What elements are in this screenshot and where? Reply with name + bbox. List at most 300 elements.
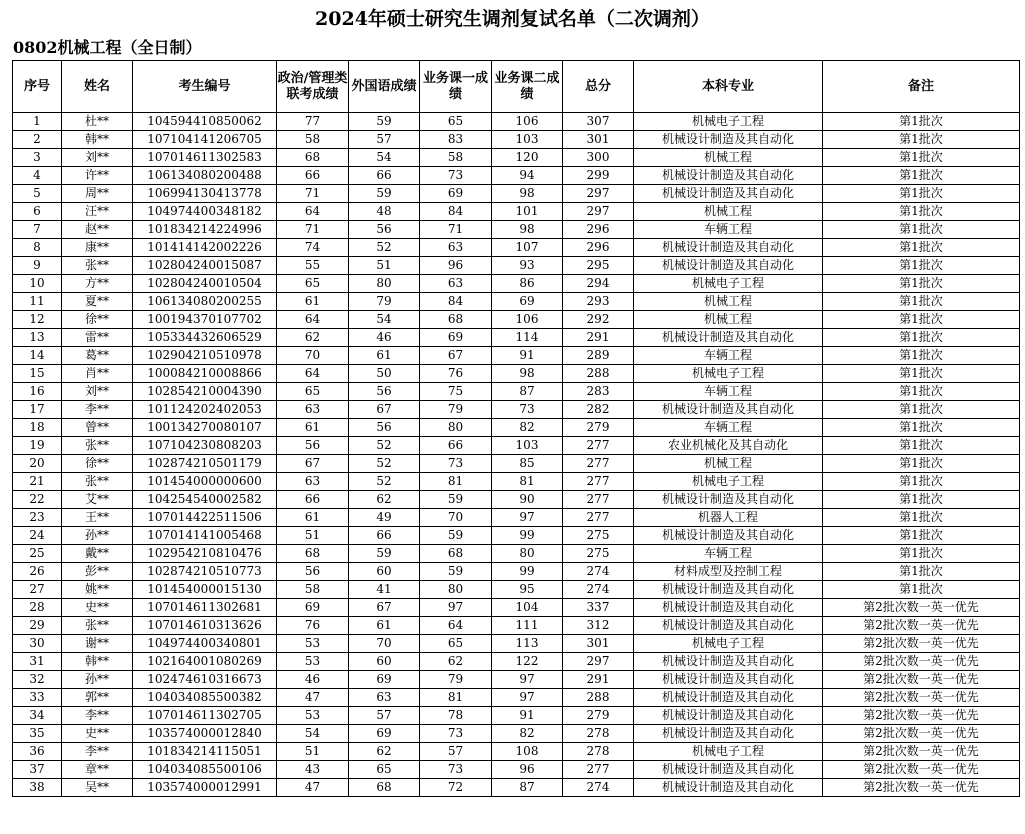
cell-name[interactable]: 谢** bbox=[62, 635, 133, 653]
cell-remarks[interactable]: 第1批次 bbox=[823, 185, 1020, 203]
cell-total[interactable]: 301 bbox=[563, 131, 634, 149]
cell-exam-id[interactable]: 104594410850062 bbox=[133, 113, 277, 131]
cell-subject-one[interactable]: 80 bbox=[420, 419, 492, 437]
cell-exam-id[interactable]: 107014422511506 bbox=[133, 509, 277, 527]
cell-remarks[interactable]: 第1批次 bbox=[823, 437, 1020, 455]
cell-exam-id[interactable]: 102954210810476 bbox=[133, 545, 277, 563]
cell-politics[interactable]: 62 bbox=[277, 329, 349, 347]
cell-major[interactable]: 机械设计制造及其自动化 bbox=[634, 653, 823, 671]
cell-politics[interactable]: 51 bbox=[277, 743, 349, 761]
cell-index[interactable]: 34 bbox=[13, 707, 62, 725]
cell-major[interactable]: 机械设计制造及其自动化 bbox=[634, 617, 823, 635]
cell-remarks[interactable]: 第1批次 bbox=[823, 149, 1020, 167]
cell-index[interactable]: 3 bbox=[13, 149, 62, 167]
cell-exam-id[interactable]: 107014610313626 bbox=[133, 617, 277, 635]
cell-index[interactable]: 4 bbox=[13, 167, 62, 185]
cell-remarks[interactable]: 第1批次 bbox=[823, 383, 1020, 401]
cell-major[interactable]: 机械设计制造及其自动化 bbox=[634, 689, 823, 707]
cell-index[interactable]: 26 bbox=[13, 563, 62, 581]
cell-name[interactable]: 雷** bbox=[62, 329, 133, 347]
cell-subject-one[interactable]: 78 bbox=[420, 707, 492, 725]
cell-major[interactable]: 农业机械化及其自动化 bbox=[634, 437, 823, 455]
cell-index[interactable]: 21 bbox=[13, 473, 62, 491]
cell-exam-id[interactable]: 102804240015087 bbox=[133, 257, 277, 275]
cell-name[interactable]: 杜** bbox=[62, 113, 133, 131]
cell-total[interactable]: 307 bbox=[563, 113, 634, 131]
cell-index[interactable]: 16 bbox=[13, 383, 62, 401]
cell-index[interactable]: 31 bbox=[13, 653, 62, 671]
cell-remarks[interactable]: 第1批次 bbox=[823, 563, 1020, 581]
cell-name[interactable]: 李** bbox=[62, 743, 133, 761]
cell-total[interactable]: 294 bbox=[563, 275, 634, 293]
cell-subject-two[interactable]: 106 bbox=[492, 113, 563, 131]
cell-politics[interactable]: 63 bbox=[277, 473, 349, 491]
cell-subject-two[interactable]: 97 bbox=[492, 689, 563, 707]
cell-name[interactable]: 张** bbox=[62, 617, 133, 635]
cell-major[interactable]: 机械设计制造及其自动化 bbox=[634, 725, 823, 743]
cell-total[interactable]: 279 bbox=[563, 419, 634, 437]
cell-exam-id[interactable]: 105334432606529 bbox=[133, 329, 277, 347]
cell-subject-one[interactable]: 76 bbox=[420, 365, 492, 383]
cell-subject-two[interactable]: 93 bbox=[492, 257, 563, 275]
header-cell-politics[interactable]: 政治/管理类联考成绩 bbox=[277, 61, 349, 113]
cell-foreign-language[interactable]: 69 bbox=[349, 725, 420, 743]
cell-exam-id[interactable]: 101414142002226 bbox=[133, 239, 277, 257]
cell-foreign-language[interactable]: 79 bbox=[349, 293, 420, 311]
cell-major[interactable]: 机械设计制造及其自动化 bbox=[634, 707, 823, 725]
cell-subject-two[interactable]: 82 bbox=[492, 725, 563, 743]
cell-index[interactable]: 27 bbox=[13, 581, 62, 599]
cell-subject-two[interactable]: 97 bbox=[492, 509, 563, 527]
cell-subject-two[interactable]: 106 bbox=[492, 311, 563, 329]
cell-remarks[interactable]: 第1批次 bbox=[823, 581, 1020, 599]
cell-exam-id[interactable]: 100084210008866 bbox=[133, 365, 277, 383]
cell-subject-two[interactable]: 82 bbox=[492, 419, 563, 437]
cell-name[interactable]: 郭** bbox=[62, 689, 133, 707]
cell-total[interactable]: 274 bbox=[563, 779, 634, 797]
cell-name[interactable]: 康** bbox=[62, 239, 133, 257]
cell-total[interactable]: 277 bbox=[563, 473, 634, 491]
cell-subject-two[interactable]: 97 bbox=[492, 671, 563, 689]
cell-exam-id[interactable]: 102874210501179 bbox=[133, 455, 277, 473]
cell-politics[interactable]: 46 bbox=[277, 671, 349, 689]
cell-major[interactable]: 机械电子工程 bbox=[634, 743, 823, 761]
cell-exam-id[interactable]: 106134080200488 bbox=[133, 167, 277, 185]
cell-remarks[interactable]: 第2批次数一英一优先 bbox=[823, 635, 1020, 653]
cell-remarks[interactable]: 第1批次 bbox=[823, 311, 1020, 329]
cell-politics[interactable]: 77 bbox=[277, 113, 349, 131]
cell-total[interactable]: 288 bbox=[563, 365, 634, 383]
cell-name[interactable]: 方** bbox=[62, 275, 133, 293]
cell-subject-one[interactable]: 63 bbox=[420, 239, 492, 257]
cell-index[interactable]: 38 bbox=[13, 779, 62, 797]
cell-subject-two[interactable]: 103 bbox=[492, 131, 563, 149]
cell-subject-one[interactable]: 79 bbox=[420, 401, 492, 419]
cell-subject-one[interactable]: 84 bbox=[420, 203, 492, 221]
cell-politics[interactable]: 58 bbox=[277, 131, 349, 149]
cell-major[interactable]: 机械设计制造及其自动化 bbox=[634, 185, 823, 203]
cell-subject-one[interactable]: 59 bbox=[420, 527, 492, 545]
cell-index[interactable]: 5 bbox=[13, 185, 62, 203]
cell-total[interactable]: 297 bbox=[563, 185, 634, 203]
cell-major[interactable]: 车辆工程 bbox=[634, 383, 823, 401]
cell-index[interactable]: 24 bbox=[13, 527, 62, 545]
cell-exam-id[interactable]: 107014611302705 bbox=[133, 707, 277, 725]
cell-index[interactable]: 9 bbox=[13, 257, 62, 275]
cell-major[interactable]: 车辆工程 bbox=[634, 545, 823, 563]
cell-foreign-language[interactable]: 54 bbox=[349, 311, 420, 329]
cell-index[interactable]: 29 bbox=[13, 617, 62, 635]
cell-subject-one[interactable]: 67 bbox=[420, 347, 492, 365]
cell-remarks[interactable]: 第2批次数一英一优先 bbox=[823, 743, 1020, 761]
cell-subject-two[interactable]: 95 bbox=[492, 581, 563, 599]
cell-politics[interactable]: 53 bbox=[277, 707, 349, 725]
cell-remarks[interactable]: 第1批次 bbox=[823, 293, 1020, 311]
cell-subject-two[interactable]: 108 bbox=[492, 743, 563, 761]
cell-exam-id[interactable]: 102804240010504 bbox=[133, 275, 277, 293]
cell-major[interactable]: 机器人工程 bbox=[634, 509, 823, 527]
header-cell-total[interactable]: 总分 bbox=[563, 61, 634, 113]
cell-exam-id[interactable]: 101124202402053 bbox=[133, 401, 277, 419]
cell-remarks[interactable]: 第2批次数一英一优先 bbox=[823, 599, 1020, 617]
cell-index[interactable]: 2 bbox=[13, 131, 62, 149]
cell-major[interactable]: 机械电子工程 bbox=[634, 275, 823, 293]
cell-index[interactable]: 28 bbox=[13, 599, 62, 617]
cell-remarks[interactable]: 第2批次数一英一优先 bbox=[823, 725, 1020, 743]
cell-subject-two[interactable]: 99 bbox=[492, 563, 563, 581]
cell-index[interactable]: 1 bbox=[13, 113, 62, 131]
cell-foreign-language[interactable]: 61 bbox=[349, 347, 420, 365]
cell-index[interactable]: 36 bbox=[13, 743, 62, 761]
cell-politics[interactable]: 43 bbox=[277, 761, 349, 779]
cell-major[interactable]: 机械电子工程 bbox=[634, 113, 823, 131]
cell-foreign-language[interactable]: 59 bbox=[349, 545, 420, 563]
cell-politics[interactable]: 66 bbox=[277, 167, 349, 185]
header-cell-subject-one[interactable]: 业务课一成绩 bbox=[420, 61, 492, 113]
cell-subject-one[interactable]: 96 bbox=[420, 257, 492, 275]
cell-exam-id[interactable]: 107104230808203 bbox=[133, 437, 277, 455]
cell-major[interactable]: 机械设计制造及其自动化 bbox=[634, 491, 823, 509]
cell-name[interactable]: 韩** bbox=[62, 131, 133, 149]
cell-remarks[interactable]: 第1批次 bbox=[823, 167, 1020, 185]
header-cell-name[interactable]: 姓名 bbox=[62, 61, 133, 113]
cell-subject-two[interactable]: 107 bbox=[492, 239, 563, 257]
cell-name[interactable]: 汪** bbox=[62, 203, 133, 221]
cell-major[interactable]: 机械工程 bbox=[634, 149, 823, 167]
cell-subject-two[interactable]: 69 bbox=[492, 293, 563, 311]
cell-name[interactable]: 张** bbox=[62, 473, 133, 491]
cell-major[interactable]: 机械设计制造及其自动化 bbox=[634, 527, 823, 545]
cell-subject-one[interactable]: 73 bbox=[420, 761, 492, 779]
cell-name[interactable]: 戴** bbox=[62, 545, 133, 563]
cell-exam-id[interactable]: 104254540002582 bbox=[133, 491, 277, 509]
cell-major[interactable]: 机械设计制造及其自动化 bbox=[634, 167, 823, 185]
cell-subject-one[interactable]: 80 bbox=[420, 581, 492, 599]
cell-major[interactable]: 车辆工程 bbox=[634, 221, 823, 239]
cell-total[interactable]: 299 bbox=[563, 167, 634, 185]
cell-foreign-language[interactable]: 51 bbox=[349, 257, 420, 275]
cell-subject-two[interactable]: 87 bbox=[492, 383, 563, 401]
cell-foreign-language[interactable]: 57 bbox=[349, 131, 420, 149]
cell-index[interactable]: 19 bbox=[13, 437, 62, 455]
cell-exam-id[interactable]: 102164001080269 bbox=[133, 653, 277, 671]
cell-politics[interactable]: 61 bbox=[277, 509, 349, 527]
cell-foreign-language[interactable]: 67 bbox=[349, 599, 420, 617]
cell-politics[interactable]: 69 bbox=[277, 599, 349, 617]
cell-foreign-language[interactable]: 69 bbox=[349, 671, 420, 689]
cell-exam-id[interactable]: 101834214115051 bbox=[133, 743, 277, 761]
cell-subject-one[interactable]: 59 bbox=[420, 563, 492, 581]
cell-foreign-language[interactable]: 59 bbox=[349, 185, 420, 203]
cell-major[interactable]: 机械工程 bbox=[634, 311, 823, 329]
cell-subject-one[interactable]: 79 bbox=[420, 671, 492, 689]
cell-total[interactable]: 282 bbox=[563, 401, 634, 419]
cell-subject-one[interactable]: 65 bbox=[420, 635, 492, 653]
header-cell-foreign-language[interactable]: 外国语成绩 bbox=[349, 61, 420, 113]
cell-exam-id[interactable]: 104034085500382 bbox=[133, 689, 277, 707]
cell-subject-one[interactable]: 70 bbox=[420, 509, 492, 527]
cell-exam-id[interactable]: 103574000012840 bbox=[133, 725, 277, 743]
cell-index[interactable]: 12 bbox=[13, 311, 62, 329]
header-cell-subject-two[interactable]: 业务课二成绩 bbox=[492, 61, 563, 113]
cell-major[interactable]: 机械电子工程 bbox=[634, 365, 823, 383]
cell-politics[interactable]: 64 bbox=[277, 311, 349, 329]
cell-major[interactable]: 车辆工程 bbox=[634, 419, 823, 437]
cell-politics[interactable]: 68 bbox=[277, 149, 349, 167]
cell-remarks[interactable]: 第1批次 bbox=[823, 275, 1020, 293]
cell-politics[interactable]: 76 bbox=[277, 617, 349, 635]
cell-name[interactable]: 刘** bbox=[62, 383, 133, 401]
cell-exam-id[interactable]: 103574000012991 bbox=[133, 779, 277, 797]
cell-total[interactable]: 277 bbox=[563, 491, 634, 509]
cell-remarks[interactable]: 第1批次 bbox=[823, 455, 1020, 473]
cell-subject-one[interactable]: 68 bbox=[420, 545, 492, 563]
cell-exam-id[interactable]: 104974400340801 bbox=[133, 635, 277, 653]
cell-politics[interactable]: 63 bbox=[277, 401, 349, 419]
cell-politics[interactable]: 74 bbox=[277, 239, 349, 257]
cell-remarks[interactable]: 第2批次数一英一优先 bbox=[823, 761, 1020, 779]
cell-foreign-language[interactable]: 65 bbox=[349, 761, 420, 779]
cell-foreign-language[interactable]: 63 bbox=[349, 689, 420, 707]
cell-foreign-language[interactable]: 80 bbox=[349, 275, 420, 293]
cell-subject-one[interactable]: 72 bbox=[420, 779, 492, 797]
cell-foreign-language[interactable]: 62 bbox=[349, 743, 420, 761]
cell-exam-id[interactable]: 104034085500106 bbox=[133, 761, 277, 779]
cell-total[interactable]: 288 bbox=[563, 689, 634, 707]
cell-politics[interactable]: 67 bbox=[277, 455, 349, 473]
cell-subject-one[interactable]: 57 bbox=[420, 743, 492, 761]
cell-subject-one[interactable]: 62 bbox=[420, 653, 492, 671]
cell-foreign-language[interactable]: 66 bbox=[349, 527, 420, 545]
cell-subject-two[interactable]: 120 bbox=[492, 149, 563, 167]
cell-exam-id[interactable]: 106994130413778 bbox=[133, 185, 277, 203]
cell-name[interactable]: 韩** bbox=[62, 653, 133, 671]
cell-index[interactable]: 35 bbox=[13, 725, 62, 743]
cell-total[interactable]: 297 bbox=[563, 203, 634, 221]
cell-total[interactable]: 297 bbox=[563, 653, 634, 671]
cell-total[interactable]: 277 bbox=[563, 761, 634, 779]
cell-index[interactable]: 33 bbox=[13, 689, 62, 707]
cell-name[interactable]: 徐** bbox=[62, 455, 133, 473]
header-cell-major[interactable]: 本科专业 bbox=[634, 61, 823, 113]
cell-subject-two[interactable]: 94 bbox=[492, 167, 563, 185]
cell-foreign-language[interactable]: 52 bbox=[349, 437, 420, 455]
cell-exam-id[interactable]: 101454000000600 bbox=[133, 473, 277, 491]
cell-name[interactable]: 艾** bbox=[62, 491, 133, 509]
cell-total[interactable]: 300 bbox=[563, 149, 634, 167]
cell-politics[interactable]: 53 bbox=[277, 653, 349, 671]
cell-foreign-language[interactable]: 60 bbox=[349, 563, 420, 581]
cell-foreign-language[interactable]: 56 bbox=[349, 221, 420, 239]
cell-total[interactable]: 289 bbox=[563, 347, 634, 365]
cell-total[interactable]: 277 bbox=[563, 509, 634, 527]
cell-major[interactable]: 机械设计制造及其自动化 bbox=[634, 599, 823, 617]
cell-remarks[interactable]: 第1批次 bbox=[823, 527, 1020, 545]
cell-subject-two[interactable]: 87 bbox=[492, 779, 563, 797]
cell-politics[interactable]: 55 bbox=[277, 257, 349, 275]
cell-name[interactable]: 徐** bbox=[62, 311, 133, 329]
cell-politics[interactable]: 65 bbox=[277, 383, 349, 401]
cell-politics[interactable]: 65 bbox=[277, 275, 349, 293]
cell-subject-one[interactable]: 58 bbox=[420, 149, 492, 167]
cell-total[interactable]: 274 bbox=[563, 563, 634, 581]
cell-foreign-language[interactable]: 67 bbox=[349, 401, 420, 419]
cell-foreign-language[interactable]: 52 bbox=[349, 455, 420, 473]
cell-politics[interactable]: 70 bbox=[277, 347, 349, 365]
cell-index[interactable]: 25 bbox=[13, 545, 62, 563]
cell-foreign-language[interactable]: 66 bbox=[349, 167, 420, 185]
cell-exam-id[interactable]: 106134080200255 bbox=[133, 293, 277, 311]
cell-politics[interactable]: 71 bbox=[277, 221, 349, 239]
cell-subject-one[interactable]: 69 bbox=[420, 185, 492, 203]
cell-major[interactable]: 机械工程 bbox=[634, 293, 823, 311]
cell-subject-one[interactable]: 73 bbox=[420, 725, 492, 743]
cell-subject-two[interactable]: 103 bbox=[492, 437, 563, 455]
cell-politics[interactable]: 47 bbox=[277, 779, 349, 797]
cell-total[interactable]: 275 bbox=[563, 527, 634, 545]
cell-politics[interactable]: 51 bbox=[277, 527, 349, 545]
cell-exam-id[interactable]: 107014611302681 bbox=[133, 599, 277, 617]
cell-total[interactable]: 279 bbox=[563, 707, 634, 725]
cell-exam-id[interactable]: 107014611302583 bbox=[133, 149, 277, 167]
cell-exam-id[interactable]: 100194370107702 bbox=[133, 311, 277, 329]
cell-foreign-language[interactable]: 46 bbox=[349, 329, 420, 347]
cell-total[interactable]: 301 bbox=[563, 635, 634, 653]
cell-subject-two[interactable]: 98 bbox=[492, 185, 563, 203]
cell-name[interactable]: 彭** bbox=[62, 563, 133, 581]
cell-foreign-language[interactable]: 57 bbox=[349, 707, 420, 725]
cell-major[interactable]: 机械设计制造及其自动化 bbox=[634, 131, 823, 149]
cell-major[interactable]: 机械工程 bbox=[634, 455, 823, 473]
header-cell-remarks[interactable]: 备注 bbox=[823, 61, 1020, 113]
cell-total[interactable]: 277 bbox=[563, 437, 634, 455]
cell-subject-one[interactable]: 68 bbox=[420, 311, 492, 329]
cell-name[interactable]: 孙** bbox=[62, 527, 133, 545]
cell-subject-one[interactable]: 71 bbox=[420, 221, 492, 239]
cell-name[interactable]: 史** bbox=[62, 599, 133, 617]
cell-foreign-language[interactable]: 56 bbox=[349, 383, 420, 401]
cell-foreign-language[interactable]: 59 bbox=[349, 113, 420, 131]
cell-subject-two[interactable]: 85 bbox=[492, 455, 563, 473]
cell-remarks[interactable]: 第1批次 bbox=[823, 401, 1020, 419]
cell-subject-two[interactable]: 86 bbox=[492, 275, 563, 293]
cell-subject-one[interactable]: 84 bbox=[420, 293, 492, 311]
cell-politics[interactable]: 54 bbox=[277, 725, 349, 743]
cell-index[interactable]: 15 bbox=[13, 365, 62, 383]
cell-name[interactable]: 曾** bbox=[62, 419, 133, 437]
cell-exam-id[interactable]: 107014141005468 bbox=[133, 527, 277, 545]
cell-foreign-language[interactable]: 60 bbox=[349, 653, 420, 671]
cell-remarks[interactable]: 第2批次数一英一优先 bbox=[823, 617, 1020, 635]
cell-index[interactable]: 8 bbox=[13, 239, 62, 257]
cell-total[interactable]: 312 bbox=[563, 617, 634, 635]
cell-total[interactable]: 278 bbox=[563, 743, 634, 761]
header-cell-exam-id[interactable]: 考生编号 bbox=[133, 61, 277, 113]
cell-exam-id[interactable]: 101834214224996 bbox=[133, 221, 277, 239]
cell-foreign-language[interactable]: 52 bbox=[349, 473, 420, 491]
cell-politics[interactable]: 53 bbox=[277, 635, 349, 653]
cell-subject-two[interactable]: 114 bbox=[492, 329, 563, 347]
cell-subject-two[interactable]: 91 bbox=[492, 347, 563, 365]
cell-foreign-language[interactable]: 68 bbox=[349, 779, 420, 797]
cell-foreign-language[interactable]: 50 bbox=[349, 365, 420, 383]
cell-politics[interactable]: 66 bbox=[277, 491, 349, 509]
cell-foreign-language[interactable]: 49 bbox=[349, 509, 420, 527]
cell-subject-two[interactable]: 111 bbox=[492, 617, 563, 635]
cell-major[interactable]: 车辆工程 bbox=[634, 347, 823, 365]
cell-index[interactable]: 32 bbox=[13, 671, 62, 689]
cell-subject-two[interactable]: 73 bbox=[492, 401, 563, 419]
cell-remarks[interactable]: 第2批次数一英一优先 bbox=[823, 779, 1020, 797]
cell-name[interactable]: 肖** bbox=[62, 365, 133, 383]
cell-total[interactable]: 295 bbox=[563, 257, 634, 275]
cell-politics[interactable]: 68 bbox=[277, 545, 349, 563]
cell-exam-id[interactable]: 107104141206705 bbox=[133, 131, 277, 149]
cell-name[interactable]: 许** bbox=[62, 167, 133, 185]
cell-remarks[interactable]: 第1批次 bbox=[823, 113, 1020, 131]
cell-index[interactable]: 23 bbox=[13, 509, 62, 527]
cell-major[interactable]: 机械设计制造及其自动化 bbox=[634, 761, 823, 779]
cell-name[interactable]: 葛** bbox=[62, 347, 133, 365]
cell-subject-two[interactable]: 99 bbox=[492, 527, 563, 545]
cell-politics[interactable]: 64 bbox=[277, 365, 349, 383]
cell-subject-one[interactable]: 83 bbox=[420, 131, 492, 149]
cell-index[interactable]: 30 bbox=[13, 635, 62, 653]
cell-exam-id[interactable]: 102854210004390 bbox=[133, 383, 277, 401]
cell-name[interactable]: 李** bbox=[62, 707, 133, 725]
cell-name[interactable]: 周** bbox=[62, 185, 133, 203]
cell-index[interactable]: 20 bbox=[13, 455, 62, 473]
cell-exam-id[interactable]: 104974400348182 bbox=[133, 203, 277, 221]
cell-remarks[interactable]: 第1批次 bbox=[823, 419, 1020, 437]
cell-major[interactable]: 机械设计制造及其自动化 bbox=[634, 671, 823, 689]
cell-index[interactable]: 22 bbox=[13, 491, 62, 509]
cell-politics[interactable]: 56 bbox=[277, 437, 349, 455]
cell-subject-two[interactable]: 104 bbox=[492, 599, 563, 617]
cell-foreign-language[interactable]: 62 bbox=[349, 491, 420, 509]
cell-foreign-language[interactable]: 61 bbox=[349, 617, 420, 635]
cell-subject-one[interactable]: 73 bbox=[420, 167, 492, 185]
cell-remarks[interactable]: 第1批次 bbox=[823, 365, 1020, 383]
cell-foreign-language[interactable]: 41 bbox=[349, 581, 420, 599]
header-cell-index[interactable]: 序号 bbox=[13, 61, 62, 113]
cell-exam-id[interactable]: 101454000015130 bbox=[133, 581, 277, 599]
cell-subject-one[interactable]: 66 bbox=[420, 437, 492, 455]
cell-total[interactable]: 275 bbox=[563, 545, 634, 563]
cell-politics[interactable]: 61 bbox=[277, 419, 349, 437]
cell-index[interactable]: 7 bbox=[13, 221, 62, 239]
cell-index[interactable]: 37 bbox=[13, 761, 62, 779]
